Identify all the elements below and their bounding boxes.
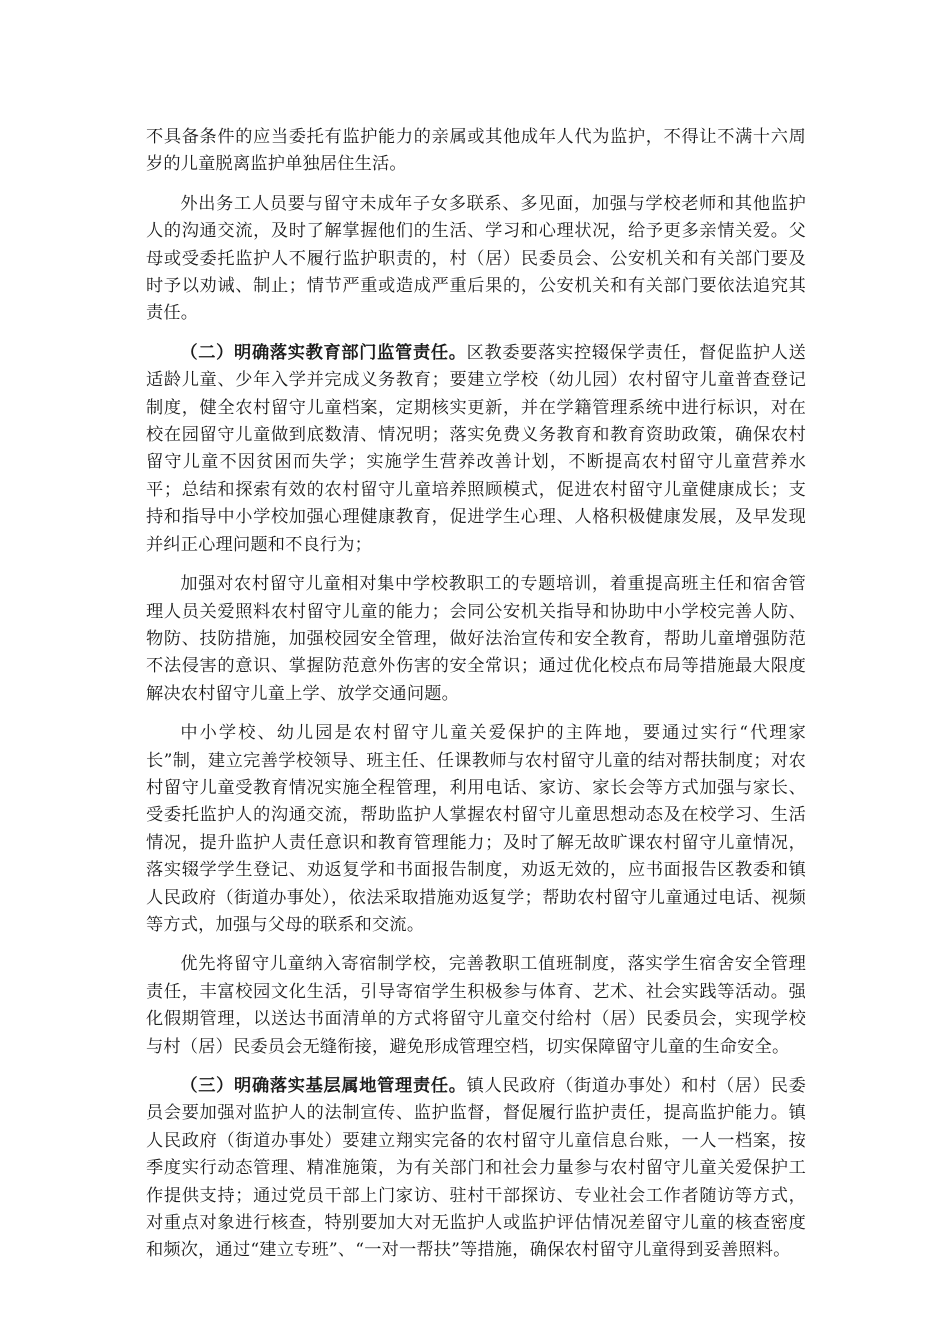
paragraph-3 [146,340,806,559]
paragraph-3-text: 区教委要落实控辍保学责任，督促监护人送适龄儿童、少年入学并完成义务教育；要建立学校（幼儿园）农村留守儿童普查登记制度，健全农村留守儿童档案，定期核实更新，并在学籍管理系统中进行标识，对在校在园留守儿童做到底数清、情况明；落实免费义务教育和教育资助政策，确保农村留守儿童不因贫困而失学；实施学生营养改善计划，不断提高农村留守儿童营养水平；总结和探索有效的农村留守儿童培养照顾模式，促进农村留守儿童健康成长；支持和指导中小学校加强心理健康教育，促进学生心理、人格积极健康发展，及早发现并纠正心理问题和不良行为； [146,342,806,555]
paragraph-5-text: 中小学校、幼儿园是农村留守儿童关爱保护的主阵地，要通过实行“代理家长”制，建立完善学校领导、班主任、任课教师与农村留守儿童的结对帮扶制度；对农村留守儿童受教育情况实施全程管理，利用电话、家访、家长会等方式加强与家长、受委托监护人的沟通交流，帮助监护人掌握农村留守儿童思想动态及在校学习、生活情况，提升监护人责任意识和教育管理能力；及时了解无故旷课农村留守儿童情况，落实辍学学生登记、劝返复学和书面报告制度，劝返无效的，应书面报告区教委和镇人民政府（街道办事处），依法采取措施劝返复学；帮助农村留守儿童通过电话、视频等方式，加强与父母的联系和交流。 [146,723,806,935]
paragraph-7-text: 镇人民政府（街道办事处）和村（居）民委员会要加强对监护人的法制宣传、监护监督，督促履行监护责任，提高监护能力。镇人民政府（街道办事处）要建立翔实完备的农村留守儿童信息台账，一人一档案，按季度实行动态管理、精准施策，为有关部门和社会力量参与农村留守儿童关爱保护工作提供支持；通过党员干部上门家访、驻村干部探访、专业社会工作者随访等方式，对重点对象进行核查，特别要加大对无监护人或监护评估情况差留守儿童的核查密度和频次，通过“建立专班”、“一对一帮扶”等措施，确保农村留守儿童得到妥善照料。 [146,1076,806,1261]
paragraph-6 [146,951,806,1061]
paragraph-4 [146,571,806,708]
section-heading-2: （二）明确落实教育部门监管责任。 [180,342,467,363]
paragraph-7 [146,1073,806,1265]
document-page [146,124,806,1277]
paragraph-5 [146,720,806,939]
section-heading-3: （三）明确落实基层属地管理责任。 [180,1076,467,1096]
paragraph-4-text: 加强对农村留守儿童相对集中学校教职工的专题培训，着重提高班主任和宿舍管理人员关爱照料农村留守儿童的能力；会同公安机关指导和协助中小学校完善人防、物防、技防措施，加强校园安全管理，做好法治宣传和安全教育，帮助儿童增强防范不法侵害的意识、掌握防范意外伤害的安全常识；通过优化校点布局等措施最大限度解决农村留守儿童上学、放学交通问题。 [146,574,806,704]
paragraph-1 [146,124,806,179]
paragraph-2 [146,191,806,328]
paragraph-1-text: 不具备条件的应当委托有监护能力的亲属或其他成年人代为监护，不得让不满十六周岁的儿童脱离监护单独居住生活。 [146,127,806,175]
paragraph-6-text: 优先将留守儿童纳入寄宿制学校，完善教职工值班制度，落实学生宿舍安全管理责任，丰富校园文化生活，引导寄宿学生积极参与体育、艺术、社会实践等活动。强化假期管理，以送达书面清单的方式将留守儿童交付给村（居）民委员会，实现学校与村（居）民委员会无缝衔接，避免形成管理空档，切实保障留守儿童的生命安全。 [146,954,806,1057]
paragraph-2-text: 外出务工人员要与留守未成年子女多联系、多见面，加强与学校老师和其他监护人的沟通交流，及时了解掌握他们的生活、学习和心理状况，给予更多亲情关爱。父母或受委托监护人不履行监护职责的，村（居）民委员会、公安机关和有关部门要及时予以劝诫、制止；情节严重或造成严重后果的，公安机关和有关部门要依法追究其责任。 [146,193,806,324]
